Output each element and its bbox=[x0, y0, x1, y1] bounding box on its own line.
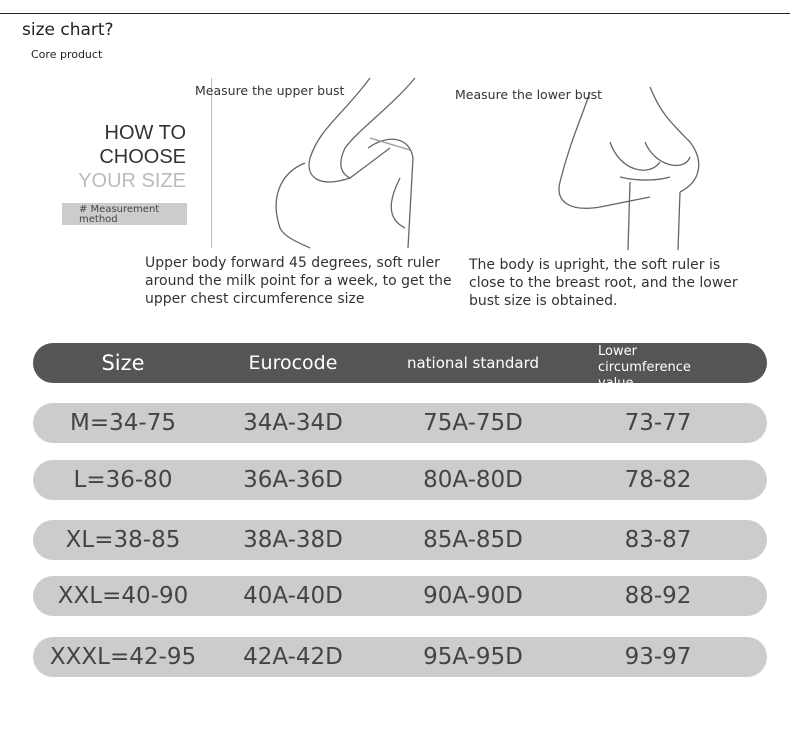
page-subtitle: Core product bbox=[31, 48, 103, 61]
table-row bbox=[33, 576, 767, 616]
column-header-lower-circumference: Lower circumference value bbox=[598, 344, 691, 391]
lower-bust-description: The body is upright, the soft ruler is close to the breast root, and the lower bust size is obtained. bbox=[469, 257, 738, 309]
cell-size: XXXL=42-95 bbox=[49, 644, 197, 670]
measurement-method-label: # Measurement method bbox=[62, 203, 187, 225]
cell-national-standard: 80A-80D bbox=[423, 467, 523, 493]
cell-national-standard: 75A-75D bbox=[423, 410, 523, 436]
cell-national-standard: 90A-90D bbox=[423, 583, 523, 609]
table-row bbox=[33, 520, 767, 560]
top-divider bbox=[0, 13, 790, 14]
heading-line-3: YOUR SIZE bbox=[78, 170, 186, 192]
cell-size: M=34-75 bbox=[70, 410, 176, 436]
page-title: size chart? bbox=[22, 20, 114, 40]
table-row bbox=[33, 403, 767, 443]
cell-size: L=36-80 bbox=[73, 467, 173, 493]
cell-national-standard: 85A-85D bbox=[423, 527, 523, 553]
lower-bust-caption: Measure the lower bust bbox=[455, 87, 603, 102]
how-to-choose-heading bbox=[60, 121, 186, 193]
column-header-national-standard: national standard bbox=[406, 354, 540, 372]
cell-size: XL=38-85 bbox=[65, 527, 181, 553]
heading-line-1: HOW TO bbox=[104, 122, 186, 144]
heading-line-2: CHOOSE bbox=[99, 146, 186, 168]
cell-eurocode: 40A-40D bbox=[243, 583, 343, 609]
cell-eurocode: 34A-34D bbox=[243, 410, 343, 436]
upper-bust-caption: Measure the upper bust bbox=[195, 83, 345, 98]
column-header-size: Size bbox=[101, 351, 145, 375]
vertical-divider bbox=[211, 78, 212, 248]
table-row bbox=[33, 460, 767, 500]
lower-bust-illustration bbox=[550, 82, 710, 250]
cell-lower-circumference: 73-77 bbox=[624, 410, 692, 436]
cell-lower-circumference: 83-87 bbox=[624, 527, 692, 553]
cell-size: XXL=40-90 bbox=[57, 583, 189, 609]
cell-eurocode: 42A-42D bbox=[243, 644, 343, 670]
cell-lower-circumference: 88-92 bbox=[624, 583, 692, 609]
upper-bust-illustration bbox=[250, 78, 430, 250]
cell-lower-circumference: 93-97 bbox=[624, 644, 692, 670]
cell-eurocode: 36A-36D bbox=[243, 467, 343, 493]
table-row bbox=[33, 637, 767, 677]
size-table-header bbox=[33, 343, 767, 391]
cell-lower-circumference: 78-82 bbox=[624, 467, 692, 493]
cell-eurocode: 38A-38D bbox=[243, 527, 343, 553]
upper-bust-description: Upper body forward 45 degrees, soft ruler around the milk point for a week, to get the upper chest circumference size bbox=[145, 255, 452, 307]
column-header-eurocode: Eurocode bbox=[248, 352, 338, 374]
cell-national-standard: 95A-95D bbox=[423, 644, 523, 670]
